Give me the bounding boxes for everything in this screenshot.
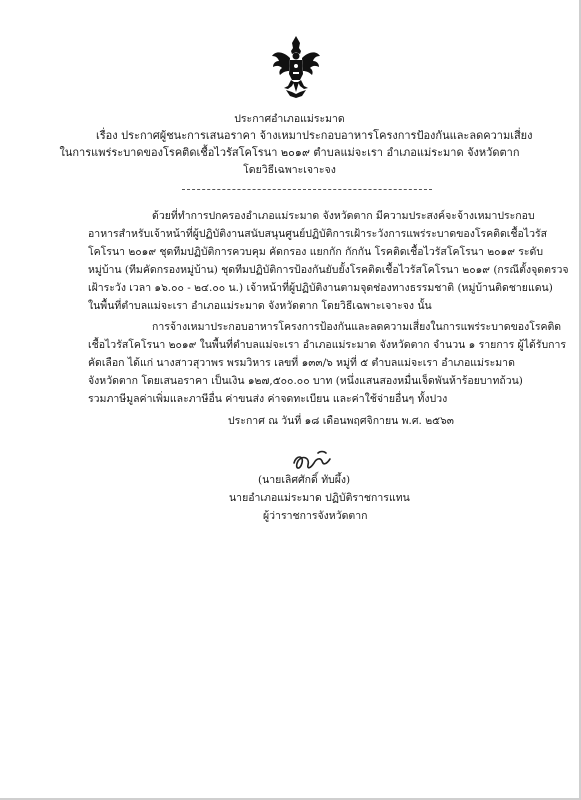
subject-label: เรื่อง [96,129,118,142]
paragraph1-line: ด้วยที่ทำการปกครองอำเภอแม่ระมาด จังหวัดตาก มีความประสงค์จะจ้างเหมาประกอบ [152,210,535,222]
paragraph2-line: การจ้างเหมาประกอบอาหารโครงการป้องกันและลดความเสี่ยงในการแพร่ระบาดของโรคติด [152,321,562,333]
subject-text-1: ประกาศผู้ชนะการเสนอราคา จ้างเหมาประกอบอาหารโครงการป้องกันและลดความเสี่ยง [121,129,533,142]
header-divider [182,189,432,190]
paragraph2-line: เชื้อไวรัสโคโรนา ๒๐๑๙ ในพื้นที่ตำบลแม่จะเรา อำเภอแม่ระมาด จังหวัดตาก จำนวน ๑ รายการ ผู้ได้รับการ [88,339,567,351]
signatory-position-governor: ผู้ว่าราชการจังหวัดตาก [263,510,368,522]
paragraph1-line: เฝ้าระวัง เวลา ๑๖.๐๐ - ๒๔.๐๐ น.) เจ้าหน้าที่ผู้ปฏิบัติงานตามจุดช่องทางธรรมชาติ (หมู่บ้านติดชายแดน) [88,282,553,294]
paragraph1-line: หมู่บ้าน (ทีมคัดกรองหมู่บ้าน) ชุดทีมปฏิบัติการป้องกันยับยั้งโรคติดเชื้อไวรัสโคโรนา ๒๐๑๙ (กรณีตั้งจุดตรวจ [88,264,569,276]
paragraph2-line: คัดเลือก ได้แก่ นางสาวสุวาพร พรมวิหาร เลขที่ ๑๓๓/๖ หมู่ที่ ๕ ตำบลแม่จะเรา อำเภอแม่ระมาด [88,357,515,369]
signatory-position: นายอำเภอแม่ระมาด ปฏิบัติราชการแทน [229,492,410,504]
announced-date: ประกาศ ณ วันที่ ๑๘ เดือนพฤศจิกายน พ.ศ. ๒๕๖๓ [228,415,454,427]
paragraph1-line: ในพื้นที่ตำบลแม่จะเรา อำเภอแม่ระมาด จังหวัดตาก โดยวิธีเฉพาะเจาะจง นั้น [88,300,432,312]
announcement-header: ประกาศอำเภอแม่ระมาด [234,113,345,125]
paragraph2-line: รวมภาษีมูลค่าเพิ่มและภาษีอื่น ค่าขนส่ง ค่าจดทะเบียน และค่าใช้จ่ายอื่นๆ ทั้งปวง [88,393,448,405]
subject-line-1 [96,129,532,143]
garuda-emblem-icon [270,34,322,100]
paragraph2-line: จังหวัดตาก โดยเสนอราคา เป็นเงิน ๑๒๗,๕๐๐.๐๐ บาท (หนึ่งแสนสองหมื่นเจ็ดพันห้าร้อยบาทถ้วน) [88,375,523,387]
subject-line-3: โดยวิธีเฉพาะเจาะจง [243,164,336,176]
signatory-name: (นายเลิศศักดิ์ ทับผึ้ง) [258,474,351,486]
subject-line-2: ในการแพร่ระบาดของโรคติดเชื้อไวรัสโคโรนา ๒๐๑๙ ตำบลแม่จะเรา อำเภอแม่ระมาด จังหวัดตาก [59,146,520,159]
paragraph1-line: อาหารสำหรับเจ้าหน้าที่ผู้ปฏิบัติงานสนับสนุนศูนย์ปฏิบัติการเฝ้าระวังการแพร่ระบาดของโรคติดเชื้อไวรัส [88,228,548,240]
paragraph1-line: โคโรนา ๒๐๑๙ ชุดทีมปฏิบัติการควบคุม คัดกรอง แยกกัก กักกัน โรคติดเชื้อไวรัสโคโรนา ๒๐๑๙ ระดับ [88,246,543,258]
handwritten-signature [290,447,338,475]
